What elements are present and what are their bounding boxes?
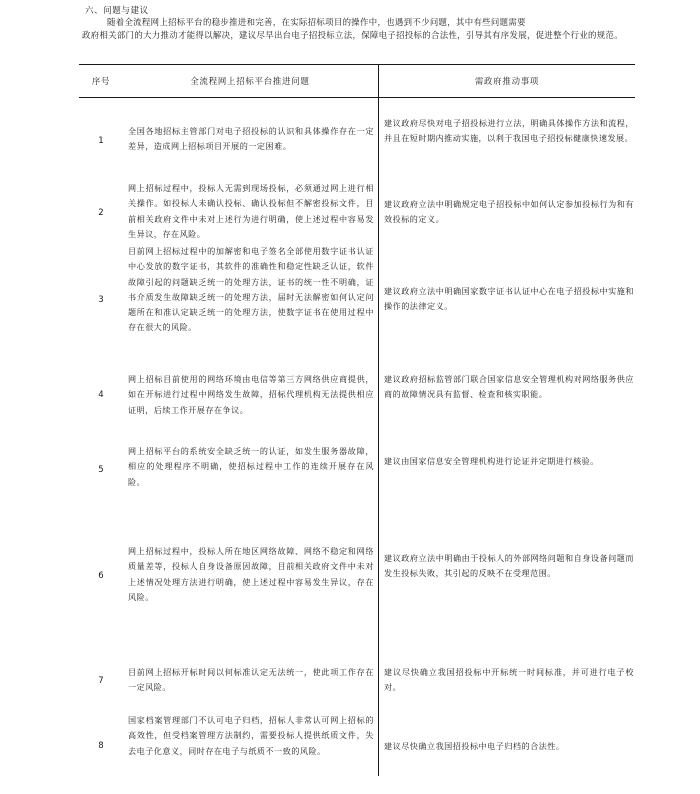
section-heading: 六、问题与建议 [85, 6, 149, 16]
row-number: 6 [98, 571, 104, 581]
intro-first-line: 随着全流程网上招标平台的稳步推进和完善，在实际招标项目的操作中，也遇到不少问题，其中有些问题需要 [107, 17, 526, 27]
row-action: 建议尽快确立我国招投标中开标统一时间标准，并可进行电子校对。 [384, 667, 634, 693]
row-number: 1 [98, 136, 104, 146]
table-top-rule [79, 64, 635, 65]
row-action: 建议由国家信息安全管理机构进行论证并定期进行核验。 [384, 456, 599, 466]
table-header-rule [79, 97, 635, 98]
row-action: 建议政府立法中明确由于投标人的外部网络问题和自身设备问题而发生投标失败，其引起的反映不在受理范围。 [384, 553, 634, 579]
row-problem: 网上招标过程中，投标人所在地区网络故障、网络不稳定和网络质量差等，投标人自身设备原因故障，目前相关政府文件中未对上述情况处理方法进行明确，使上述过程中容易发生异议，存在风险。 [128, 546, 374, 602]
row-action: 建议政府立法中明确国家数字证书认证中心在电子招投标中实施和操作的法律定义。 [384, 286, 634, 312]
row-problem: 网上招标过程中，投标人无需到现场投标，必须通过网上进行相关操作。如投标人未确认投标、确认投标但不解密投标文件，目前相关政府文件中未对上述行为进行明确，使上述过程中容易发生异议，存在风险。 [128, 183, 374, 239]
row-problem: 网上招标目前使用的网络环境由电信等第三方网络供应商提供，如在开标进行过程中网络发生故障，招标代理机构无法提供相应证明，后续工作开展存在争议。 [128, 374, 374, 415]
row-problem: 国家档案管理部门不认可电子归档，招标人非常认可网上招标的高效性，但受档案管理方法制约，需要投标人提供纸质文件，失去电子化意义，同时存在电子与纸质不一致的风险。 [128, 715, 374, 756]
row-number: 5 [98, 465, 104, 475]
row-number: 7 [98, 676, 104, 686]
row-number: 8 [98, 741, 104, 751]
header-action: 需政府推动事项 [474, 76, 540, 86]
row-action: 建议政府招标监管部门联合国家信息安全管理机构对网络服务供应商的故障情况具有监督、检查和核实职能。 [384, 374, 634, 400]
intro-rest: 政府相关部门的大力推动才能得以解决，建议尽早出台电子招投标立法，保障电子招投标的合法性，引导其有序发展，促进整个行业的规范。 [82, 29, 623, 40]
header-problem: 全流程网上招标平台推进问题 [190, 76, 310, 86]
row-number: 4 [98, 390, 104, 400]
row-problem: 网上招标平台的系统安全缺乏统一的认证，如发生服务器故障，相应的处理程序不明确，使招标过程中工作的连续开展存在风险。 [128, 446, 374, 487]
column-divider [378, 64, 379, 776]
row-action: 建议政府立法中明确规定电子招投标中如何认定参加投标行为和有效投标的定义。 [384, 199, 634, 225]
header-number: 序号 [91, 76, 111, 86]
row-number: 3 [98, 295, 104, 305]
intro-paragraph [82, 16, 638, 41]
row-problem: 全国各地招标主管部门对电子招投标的认识和具体操作存在一定差异，造成网上招标项目开展的一定困难。 [128, 126, 374, 152]
row-problem: 目前网上招标过程中的加解密和电子签名全部使用数字证书认证中心发放的数字证书，其软件的准确性和稳定性缺乏认证，软件故障引起的问题缺乏统一的处理方法，证书的统一性不明确，证书介质发生故障缺乏统一的处理方法，届时无法解密如何认定问题所在和准认定缺乏统一的处理方法，使数字证书在使用过程中存在很大的风险。 [128, 246, 374, 333]
row-problem: 目前网上招标开标时间以何标准认定无法统一，使此项工作存在一定风险。 [128, 667, 374, 693]
row-action: 建议政府尽快对电子招投标进行立法，明确具体操作方法和流程，并且在短时期内推动实施，以利于我国电子招投标健康快速发展。 [384, 118, 634, 144]
row-action: 建议尽快确立我国招投标中电子归档的合法性。 [384, 741, 565, 751]
row-number: 2 [98, 208, 104, 218]
